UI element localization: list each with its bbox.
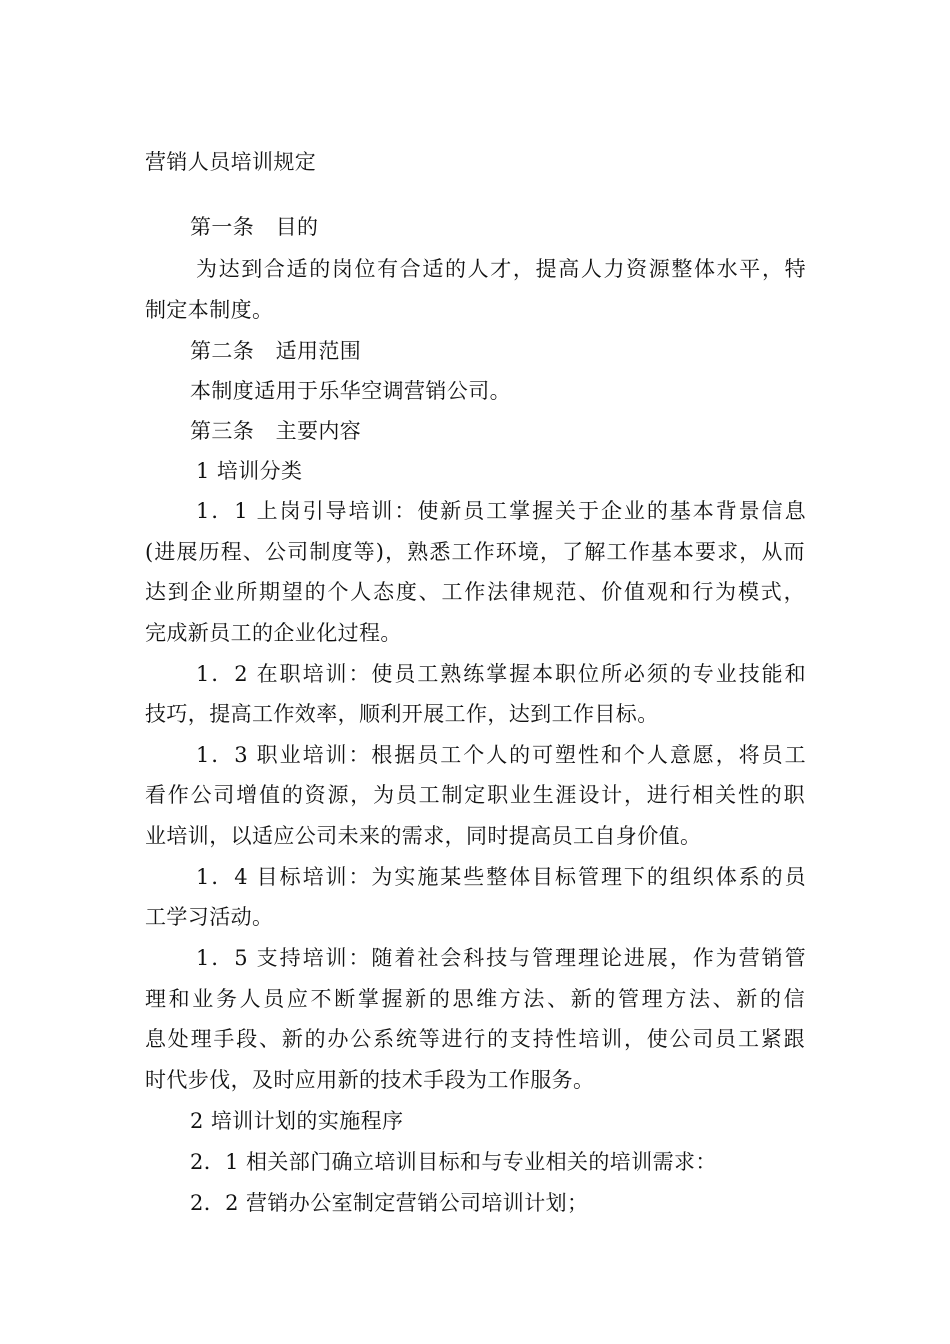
paragraph-line: 技巧，提高工作效率，顺利开展工作，达到工作目标。 [145,702,659,726]
paragraph-line: 本制度适用于乐华空调营销公司。 [190,379,511,403]
paragraph-line: 业培训，以适应公司未来的需求，同时提高员工自身价值。 [145,824,702,848]
paragraph-line: 达到企业所期望的个人态度、工作法律规范、价值观和行为模式， [145,580,805,604]
paragraph-line: 1．4 目标培训：为实施某些整体目标管理下的组织体系的员 [196,865,806,889]
section-heading: 1 培训分类 [196,459,303,483]
paragraph-line: (进展历程、公司制度等)，熟悉工作环境，了解工作基本要求，从而 [145,540,805,564]
paragraph-line: 1．5 支持培训：随着社会科技与管理理论进展，作为营销管 [196,946,806,970]
paragraph-line: 1．2 在职培训：使员工熟练掌握本职位所必须的专业技能和 [196,662,806,686]
article-2-heading: 第二条 适用范围 [190,339,362,363]
paragraph-line: 制定本制度。 [145,298,274,322]
article-1-heading: 第一条 目的 [190,215,319,239]
paragraph-line: 1．3 职业培训：根据员工个人的可塑性和个人意愿，将员工 [196,743,806,767]
section-heading: 2 培训计划的实施程序 [190,1109,404,1133]
article-3-heading: 第三条 主要内容 [190,419,362,443]
paragraph-line: 2．1 相关部门确立培训目标和与专业相关的培训需求： [190,1150,717,1174]
paragraph-line: 工学习活动。 [145,905,274,929]
paragraph-line: 2．2 营销办公室制定营销公司培训计划； [190,1191,589,1215]
paragraph-line: 看作公司增值的资源，为员工制定职业生涯设计，进行相关性的职 [145,783,805,807]
document-title: 营销人员培训规定 [145,150,317,174]
paragraph-line: 理和业务人员应不断掌握新的思维方法、新的管理方法、新的信 [145,987,805,1011]
paragraph-line: 为达到合适的岗位有合适的人才，提高人力资源整体水平，特 [196,257,806,281]
paragraph-line: 1．1 上岗引导培训：使新员工掌握关于企业的基本背景信息 [196,499,806,523]
paragraph-line: 息处理手段、新的办公系统等进行的支持性培训，使公司员工紧跟 [145,1027,805,1051]
paragraph-line: 时代步伐，及时应用新的技术手段为工作服务。 [145,1068,595,1092]
paragraph-line: 完成新员工的企业化过程。 [145,621,402,645]
